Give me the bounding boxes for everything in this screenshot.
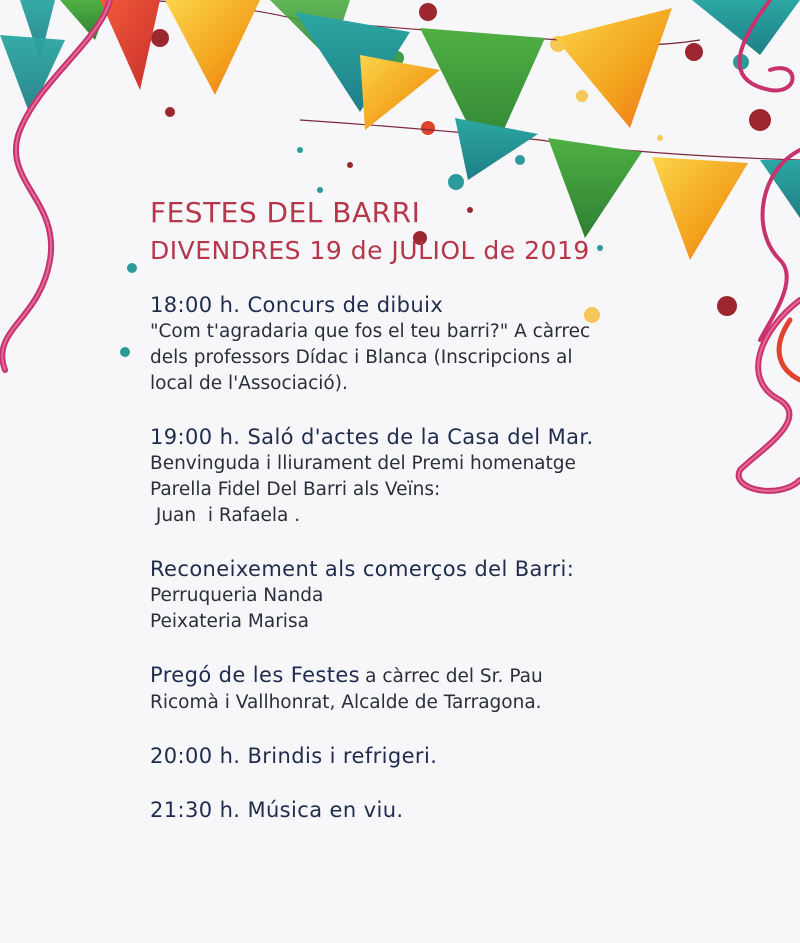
program-item-line: local de l'Associació). <box>150 373 348 394</box>
event-date: DIVENDRES 19 de JULIOL de 2019 <box>150 236 590 265</box>
page-title: FESTES DEL BARRI <box>150 196 421 229</box>
program-item-heading: Reconeixement als comerços del Barri: <box>150 557 575 581</box>
program-item-line: Benvinguda i lliurament del Premi homenatge <box>150 453 576 474</box>
program-item-drawing-contest <box>150 292 695 397</box>
program-item-heading: 18:00 h. Concurs de dibuix <box>150 293 444 317</box>
program-item-opening-speech <box>150 662 695 716</box>
program-item-line: Ricomà i Vallhonrat, Alcalde de Tarragona. <box>150 692 542 713</box>
shop-name: Peixateria Marisa <box>150 611 309 632</box>
event-program <box>150 292 695 851</box>
program-item-line: Parella Fidel Del Barri als Veïns: <box>150 479 441 500</box>
program-item-heading: 19:00 h. Saló d'actes de la Casa del Mar. <box>150 425 594 449</box>
program-item-inline-text: a càrrec del Sr. Pau <box>365 666 543 687</box>
program-item-heading: 21:30 h. Música en viu. <box>150 798 404 822</box>
program-item-heading: Pregó de les Festes <box>150 663 361 687</box>
program-item-line: "Com t'agradaria que fos el teu barri?" A càrrec <box>150 321 591 342</box>
shop-name: Perruqueria Nanda <box>150 585 324 606</box>
program-item-toast <box>150 743 695 770</box>
program-item-welcome <box>150 424 695 529</box>
program-item-shops-recognition <box>150 556 695 635</box>
program-item-live-music <box>150 797 695 824</box>
program-item-heading: 20:00 h. Brindis i refrigeri. <box>150 744 438 768</box>
award-winners: Juan i Rafaela . <box>150 505 301 526</box>
program-item-line: dels professors Dídac i Blanca (Inscripcions al <box>150 347 573 368</box>
